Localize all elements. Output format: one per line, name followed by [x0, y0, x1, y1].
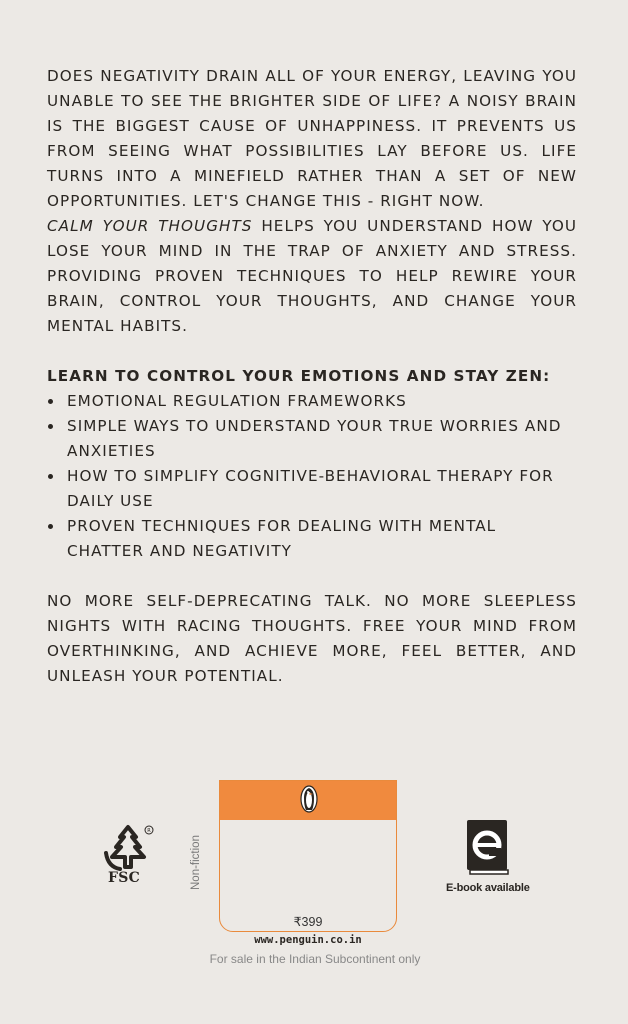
book-title-italic: CALM YOUR THOUGHTS	[47, 217, 253, 235]
back-cover-blurb	[47, 64, 577, 689]
bullet-icon	[48, 424, 53, 429]
category-label: Non-fiction	[190, 835, 202, 890]
price-label: ₹399	[293, 915, 323, 929]
list-item	[47, 414, 577, 464]
price-box	[219, 780, 397, 932]
bullet-icon	[48, 399, 53, 404]
intro-paragraph	[47, 64, 577, 214]
penguin-logo-icon	[300, 784, 318, 814]
description-paragraph	[47, 214, 577, 339]
bullet-icon	[48, 524, 53, 529]
list-heading: LEARN TO CONTROL YOUR EMOTIONS AND STAY ZEN:	[47, 367, 551, 385]
intro-text: DOES NEGATIVITY DRAIN ALL OF YOUR ENERGY, LEAVING YOU UNABLE TO SEE THE BRIGHTER SIDE OF LIFE? A NOISY BRAIN IS THE BIGGEST CAUSE OF UNHAPPINESS. IT PREVENTS US FROM SEEING WHAT POSSIBILITIES LAY BEFORE US. LIFE TURNS INTO A MINEFIELD RATHER THAN A SET OF NEW	[47, 67, 577, 185]
closing-text: NO MORE SELF-DEPRECATING TALK. NO MORE SLEEPLESS NIGHTS WITH RACING THOUGHTS. FREE YOUR MIND FROM OVERTHINKING, AND ACHIEVE MORE, FEEL BETTER, AND	[47, 592, 577, 660]
description-text: HELPS YOU UNDERSTAND HOW YOU LOSE YOUR MIND IN THE TRAP OF ANXIETY AND STRESS. PROVIDING PROVEN TECHNIQUES TO HELP REWIRE YOUR BRAIN, CONTROL YOUR THOUGHTS, AND CHANGE YOUR	[47, 217, 578, 310]
website-label: www.penguin.co.in	[254, 934, 362, 946]
list-item-text: EMOTIONAL REGULATION FRAMEWORKS	[67, 392, 407, 410]
svg-text:R: R	[147, 828, 151, 834]
ebook-label: E-book available	[446, 882, 530, 894]
bullet-list	[47, 389, 577, 564]
bullet-icon	[48, 474, 53, 479]
ebook-icon	[465, 818, 511, 876]
fsc-label: FSC	[108, 870, 141, 886]
sale-note: For sale in the Indian Subcontinent only	[209, 952, 421, 966]
intro-last-line: OPPORTUNITIES. LET'S CHANGE THIS - RIGHT NOW.	[47, 192, 485, 210]
list-item	[47, 464, 577, 514]
list-item-text: PROVEN TECHNIQUES FOR DEALING WITH MENTAL CHATTER AND NEGATIVITY	[67, 517, 497, 560]
list-item-text: SIMPLE WAYS TO UNDERSTAND YOUR TRUE WORRIES AND ANXIETIES	[67, 417, 562, 460]
list-item-text: HOW TO SIMPLIFY COGNITIVE-BEHAVIORAL THERAPY FOR DAILY USE	[67, 467, 554, 510]
description-last-line: MENTAL HABITS.	[47, 317, 188, 335]
list-item	[47, 389, 577, 414]
closing-last-line: UNLEASH YOUR POTENTIAL.	[47, 667, 284, 685]
list-item	[47, 514, 577, 564]
closing-paragraph	[47, 589, 577, 689]
